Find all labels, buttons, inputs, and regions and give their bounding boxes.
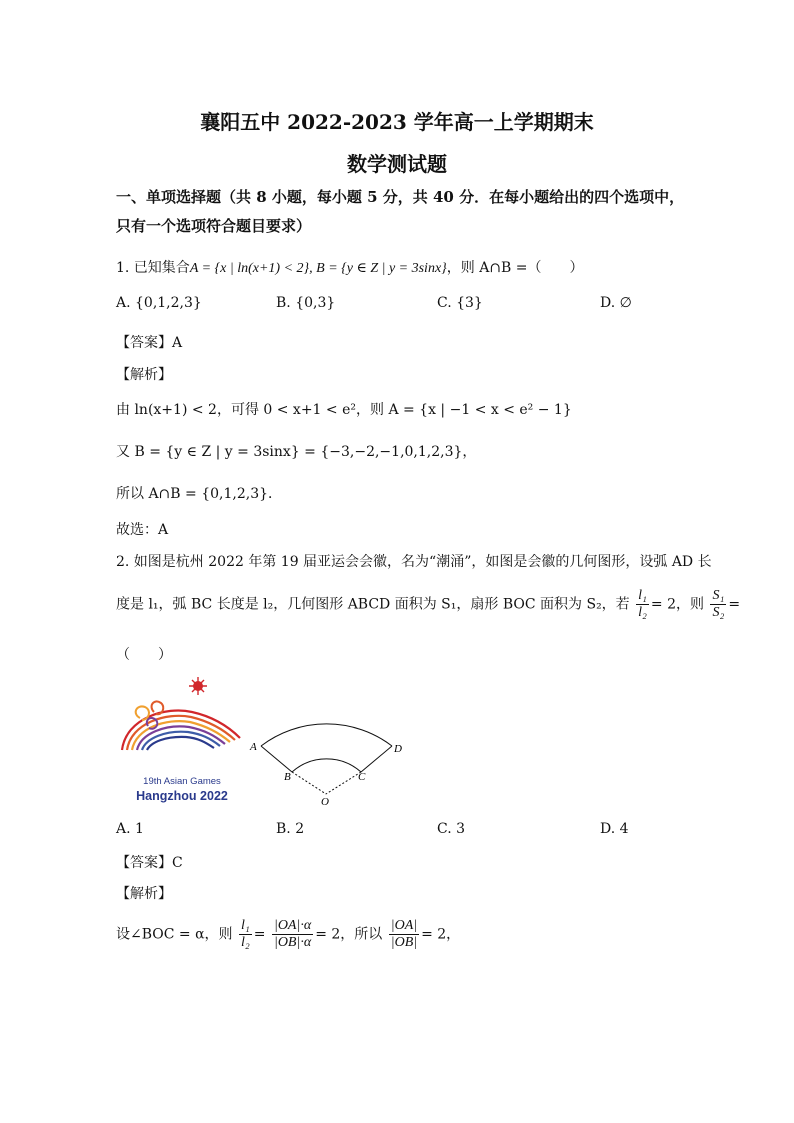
label-c: C — [358, 771, 366, 783]
q2-answer: 【答案】C — [116, 855, 183, 871]
q2-solution-b: = — [253, 926, 266, 943]
q2-solution-frac1-den: l₂ — [241, 935, 250, 950]
q1-option-d: D. ∅ — [600, 295, 632, 311]
q2-solution-frac1-num: l₁ — [241, 918, 250, 933]
q2-fraction-l — [636, 588, 649, 621]
page-title: 襄阳五中 2022-2023 学年高一上学期期末 — [200, 110, 594, 134]
q1-set-b: , B = {y ∈ Z | y = 3sinx} — [309, 261, 447, 276]
q2-solution-frac3 — [389, 918, 419, 951]
q2-solution-c: = 2，所以 — [315, 926, 383, 943]
asian-games-logo — [118, 676, 248, 806]
q2-option-c: C. 3 — [437, 821, 466, 837]
q2-solution-a: 设∠BOC = α，则 — [116, 926, 233, 943]
q2-option-d: D. 4 — [600, 821, 629, 837]
q1-analysis-line1: 由 ln(x+1) < 2，可得 0 < x+1 < e²，则 A = {x | −1 < x < e² − 1} — [116, 402, 572, 418]
q2-solution-frac2-num: |OA|·α — [273, 918, 312, 933]
q1-analysis-line2: 又 B = {y ∈ Z | y = 3sinx} = {−3,−2,−1,0,1,2,3}， — [116, 444, 477, 460]
label-o: O — [321, 796, 329, 808]
q1-option-b: B. {0,3} — [276, 295, 336, 311]
q1-stem-prefix: 1. 已知集合 — [116, 260, 190, 276]
q2-fraction-s-num: S₁ — [712, 588, 725, 603]
q2-solution-line — [116, 918, 460, 951]
q2-option-b: B. 2 — [276, 821, 305, 837]
q1-option-c: C. {3} — [437, 295, 483, 311]
asian-games-emblem — [118, 676, 248, 806]
segment-ab — [261, 746, 292, 772]
q2-fraction-l-den: l₂ — [638, 605, 647, 620]
q2-stem-line2-b: = 2，则 — [650, 596, 704, 613]
q2-stem-line2-a: 度是 l₁，弧 BC 长度是 l₂，几何图形 ABCD 面积为 S₁，扇形 BOC 面积为 S₂，若 — [116, 596, 630, 613]
arc-bc — [292, 759, 361, 772]
label-a: A — [250, 741, 257, 753]
q1-analysis-line3: 所以 A∩B = {0,1,2,3}． — [116, 486, 283, 502]
q1-answer: 【答案】A — [116, 335, 183, 351]
section-heading-line2: 只有一个选项符合题目要求） — [116, 217, 312, 235]
q2-analysis-label: 【解析】 — [116, 886, 172, 902]
q2-solution-frac2-den: |OB|·α — [273, 935, 312, 950]
q2-solution-frac1 — [239, 918, 252, 951]
q2-solution-frac3-num: |OA| — [390, 918, 418, 933]
q1-stem-suffix: ，则 A∩B =（ ） — [446, 260, 584, 276]
q2-solution-frac3-den: |OB| — [390, 935, 418, 950]
arc-ad — [261, 724, 392, 746]
q2-fraction-s — [710, 588, 726, 621]
sun-icon — [189, 677, 207, 695]
q2-stem-line1: 2. 如图是杭州 2022 年第 19 届亚运会会徽，名为“潮涌”，如图是会徽的几何图形，设弧 AD 长 — [116, 554, 712, 570]
q1-set-a: A = {x | ln(x+1) < 2} — [189, 261, 310, 276]
q1-option-a: A. {0,1,2,3} — [116, 295, 202, 311]
q2-stem-line2-c: = — [728, 596, 741, 613]
segment-dc — [361, 746, 392, 772]
q2-paren: （ ） — [116, 647, 172, 663]
sector-diagram — [246, 706, 416, 808]
q2-solution-d: = 2， — [421, 926, 461, 943]
label-d: D — [394, 743, 402, 755]
q1-analysis-label: 【解析】 — [116, 367, 172, 383]
page-subtitle: 数学测试题 — [347, 152, 447, 176]
q2-stem-line2 — [116, 588, 740, 621]
logo-caption-2: Hangzhou 2022 — [136, 789, 228, 803]
logo-caption-1: 19th Asian Games — [143, 776, 221, 787]
section-heading-line1: 一、单项选择题（共 8 小题，每小题 5 分，共 40 分．在每小题给出的四个选项中， — [116, 188, 685, 206]
q2-option-a: A. 1 — [116, 821, 144, 837]
segment-co — [326, 772, 361, 794]
q1-conclusion: 故选：A — [116, 522, 169, 538]
geometry-figure — [246, 706, 416, 808]
waves-graphic — [122, 711, 240, 750]
q2-fraction-l-num: l₁ — [638, 588, 647, 603]
label-b: B — [284, 771, 291, 783]
q2-fraction-s-den: S₂ — [712, 605, 725, 620]
q2-solution-frac2 — [272, 918, 313, 951]
segment-bo — [292, 772, 326, 794]
q1-stem — [116, 257, 584, 277]
